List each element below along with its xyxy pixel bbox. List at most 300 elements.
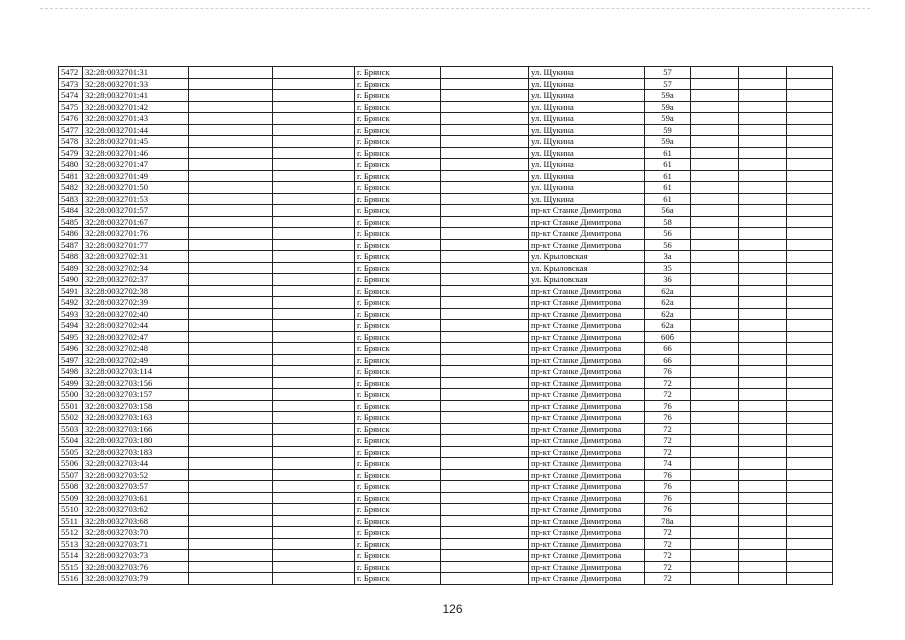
row-number-cell: 5500 [59,389,83,401]
empty-cell [739,354,787,366]
street-cell: пр-кт Станке Димитрова [529,412,645,424]
empty-cell [189,182,273,194]
cadastral-number-cell: 32:28:0032701:76 [83,228,189,240]
table-row [59,182,833,194]
row-number-cell: 5498 [59,366,83,378]
house-number-cell: 76 [645,400,691,412]
empty-cell [691,331,739,343]
empty-cell [189,331,273,343]
empty-cell [739,331,787,343]
row-number-cell: 5491 [59,285,83,297]
empty-cell [273,297,355,309]
table-row [59,136,833,148]
empty-cell [441,113,529,125]
cadastral-number-cell: 32:28:0032702:34 [83,262,189,274]
empty-cell [273,320,355,332]
empty-cell [787,251,833,263]
empty-cell [691,481,739,493]
empty-cell [189,170,273,182]
empty-cell [273,492,355,504]
empty-cell [739,90,787,102]
city-cell: г. Брянск [355,550,441,562]
city-cell: г. Брянск [355,274,441,286]
row-number-cell: 5501 [59,400,83,412]
empty-cell [739,435,787,447]
empty-cell [189,412,273,424]
cadastral-number-cell: 32:28:0032701:53 [83,193,189,205]
house-number-cell: 72 [645,423,691,435]
table-row [59,228,833,240]
empty-cell [273,239,355,251]
empty-cell [189,492,273,504]
empty-cell [189,78,273,90]
empty-cell [787,170,833,182]
empty-cell [189,527,273,539]
row-number-cell: 5512 [59,527,83,539]
row-number-cell: 5505 [59,446,83,458]
cadastral-number-cell: 32:28:0032703:166 [83,423,189,435]
house-number-cell: 72 [645,446,691,458]
empty-cell [189,136,273,148]
empty-cell [273,124,355,136]
cadastral-number-cell: 32:28:0032703:52 [83,469,189,481]
empty-cell [691,205,739,217]
empty-cell [691,113,739,125]
empty-cell [273,262,355,274]
house-number-cell: 59а [645,113,691,125]
row-number-cell: 5510 [59,504,83,516]
empty-cell [691,504,739,516]
row-number-cell: 5514 [59,550,83,562]
empty-cell [787,515,833,527]
empty-cell [273,67,355,79]
empty-cell [273,412,355,424]
house-number-cell: 56 [645,228,691,240]
house-number-cell: 72 [645,377,691,389]
empty-cell [787,412,833,424]
row-number-cell: 5485 [59,216,83,228]
cadastral-number-cell: 32:28:0032703:76 [83,561,189,573]
empty-cell [189,216,273,228]
empty-cell [441,205,529,217]
empty-cell [273,458,355,470]
empty-cell [787,435,833,447]
house-number-cell: 72 [645,538,691,550]
street-cell: пр-кт Станке Димитрова [529,216,645,228]
empty-cell [273,343,355,355]
empty-cell [189,435,273,447]
empty-cell [691,147,739,159]
house-number-cell: 76 [645,366,691,378]
empty-cell [273,400,355,412]
empty-cell [441,285,529,297]
empty-cell [739,412,787,424]
city-cell: г. Брянск [355,182,441,194]
empty-cell [691,251,739,263]
empty-cell [787,193,833,205]
empty-cell [691,435,739,447]
row-number-cell: 5497 [59,354,83,366]
empty-cell [441,377,529,389]
cadastral-number-cell: 32:28:0032701:47 [83,159,189,171]
row-number-cell: 5513 [59,538,83,550]
row-number-cell: 5477 [59,124,83,136]
empty-cell [739,492,787,504]
cadastral-number-cell: 32:28:0032701:77 [83,239,189,251]
street-cell: пр-кт Станке Димитрова [529,458,645,470]
street-cell: ул. Крыловская [529,274,645,286]
cadastral-number-cell: 32:28:0032703:73 [83,550,189,562]
row-number-cell: 5478 [59,136,83,148]
empty-cell [691,389,739,401]
empty-cell [739,124,787,136]
empty-cell [441,67,529,79]
row-number-cell: 5487 [59,239,83,251]
street-cell: пр-кт Станке Димитрова [529,377,645,389]
cadastral-number-cell: 32:28:0032703:180 [83,435,189,447]
house-number-cell: 74 [645,458,691,470]
empty-cell [691,228,739,240]
cadastral-number-cell: 32:28:0032703:157 [83,389,189,401]
empty-cell [691,297,739,309]
city-cell: г. Брянск [355,561,441,573]
table-row [59,412,833,424]
empty-cell [787,136,833,148]
cadastral-number-cell: 32:28:0032701:57 [83,205,189,217]
empty-cell [787,492,833,504]
empty-cell [441,228,529,240]
empty-cell [739,78,787,90]
table-row [59,538,833,550]
empty-cell [441,366,529,378]
empty-cell [189,297,273,309]
empty-cell [739,481,787,493]
table-row [59,331,833,343]
empty-cell [739,205,787,217]
city-cell: г. Брянск [355,435,441,447]
table-row [59,492,833,504]
city-cell: г. Брянск [355,573,441,585]
empty-cell [441,193,529,205]
empty-cell [441,492,529,504]
empty-cell [691,170,739,182]
empty-cell [691,412,739,424]
empty-cell [691,124,739,136]
cadastral-number-cell: 32:28:0032703:44 [83,458,189,470]
row-number-cell: 5509 [59,492,83,504]
street-cell: пр-кт Станке Димитрова [529,481,645,493]
row-number-cell: 5503 [59,423,83,435]
cadastral-number-cell: 32:28:0032703:68 [83,515,189,527]
empty-cell [739,113,787,125]
empty-cell [691,239,739,251]
empty-cell [739,538,787,550]
city-cell: г. Брянск [355,481,441,493]
empty-cell [441,124,529,136]
empty-cell [691,182,739,194]
empty-cell [691,561,739,573]
empty-cell [441,458,529,470]
row-number-cell: 5516 [59,573,83,585]
cadastral-number-cell: 32:28:0032701:67 [83,216,189,228]
empty-cell [441,435,529,447]
house-number-cell: 57 [645,78,691,90]
empty-cell [739,343,787,355]
table-row [59,481,833,493]
table-row [59,193,833,205]
empty-cell [189,101,273,113]
empty-cell [739,251,787,263]
empty-cell [441,561,529,573]
empty-cell [739,561,787,573]
empty-cell [787,297,833,309]
cadastral-number-cell: 32:28:0032701:44 [83,124,189,136]
empty-cell [787,182,833,194]
row-number-cell: 5502 [59,412,83,424]
house-number-cell: 62а [645,297,691,309]
empty-cell [441,136,529,148]
row-number-cell: 5496 [59,343,83,355]
empty-cell [739,297,787,309]
table-row [59,90,833,102]
empty-cell [739,573,787,585]
empty-cell [739,423,787,435]
empty-cell [787,561,833,573]
house-number-cell: 76 [645,492,691,504]
empty-cell [441,389,529,401]
empty-cell [691,550,739,562]
empty-cell [273,435,355,447]
empty-cell [787,308,833,320]
empty-cell [273,377,355,389]
table-row [59,515,833,527]
house-number-cell: 3а [645,251,691,263]
empty-cell [787,78,833,90]
city-cell: г. Брянск [355,67,441,79]
row-number-cell: 5493 [59,308,83,320]
empty-cell [441,423,529,435]
empty-cell [739,527,787,539]
empty-cell [273,285,355,297]
empty-cell [787,320,833,332]
empty-cell [787,481,833,493]
street-cell: пр-кт Станке Димитрова [529,297,645,309]
empty-cell [273,216,355,228]
empty-cell [441,331,529,343]
empty-cell [739,285,787,297]
empty-cell [787,377,833,389]
empty-cell [739,228,787,240]
table-row [59,239,833,251]
empty-cell [739,136,787,148]
house-number-cell: 59а [645,136,691,148]
table-row [59,67,833,79]
cadastral-number-cell: 32:28:0032703:183 [83,446,189,458]
street-cell: ул. Щукина [529,136,645,148]
empty-cell [273,113,355,125]
empty-cell [273,147,355,159]
street-cell: пр-кт Станке Димитрова [529,561,645,573]
empty-cell [787,205,833,217]
empty-cell [189,366,273,378]
empty-cell [691,354,739,366]
page-number: 126 [442,602,463,616]
house-number-cell: 56а [645,205,691,217]
empty-cell [189,515,273,527]
empty-cell [691,262,739,274]
table-row [59,113,833,125]
empty-cell [739,170,787,182]
empty-cell [273,469,355,481]
street-cell: ул. Щукина [529,90,645,102]
house-number-cell: 72 [645,573,691,585]
row-number-cell: 5508 [59,481,83,493]
empty-cell [273,481,355,493]
row-number-cell: 5494 [59,320,83,332]
street-cell: пр-кт Станке Димитрова [529,504,645,516]
table-row [59,216,833,228]
cadastral-number-cell: 32:28:0032703:62 [83,504,189,516]
empty-cell [739,101,787,113]
city-cell: г. Брянск [355,354,441,366]
empty-cell [739,446,787,458]
empty-cell [787,124,833,136]
empty-cell [441,308,529,320]
empty-cell [273,331,355,343]
row-number-cell: 5495 [59,331,83,343]
empty-cell [189,67,273,79]
house-number-cell: 62а [645,320,691,332]
cadastral-number-cell: 32:28:0032701:43 [83,113,189,125]
empty-cell [273,389,355,401]
empty-cell [787,423,833,435]
street-cell: пр-кт Станке Димитрова [529,366,645,378]
empty-cell [189,205,273,217]
street-cell: пр-кт Станке Димитрова [529,308,645,320]
street-cell: ул. Крыловская [529,262,645,274]
empty-cell [787,527,833,539]
cadastral-number-cell: 32:28:0032703:71 [83,538,189,550]
empty-cell [441,216,529,228]
house-number-cell: 61 [645,193,691,205]
empty-cell [273,205,355,217]
empty-cell [691,343,739,355]
city-cell: г. Брянск [355,159,441,171]
table-row [59,320,833,332]
empty-cell [189,354,273,366]
empty-cell [441,159,529,171]
empty-cell [441,251,529,263]
city-cell: г. Брянск [355,170,441,182]
empty-cell [787,101,833,113]
empty-cell [273,90,355,102]
empty-cell [739,262,787,274]
empty-cell [189,274,273,286]
table-row [59,308,833,320]
house-number-cell: 66 [645,354,691,366]
house-number-cell: 78а [645,515,691,527]
street-cell: ул. Щукина [529,67,645,79]
house-number-cell: 56 [645,239,691,251]
empty-cell [441,262,529,274]
empty-cell [441,504,529,516]
row-number-cell: 5499 [59,377,83,389]
table-row [59,262,833,274]
cadastral-number-cell: 32:28:0032703:57 [83,481,189,493]
empty-cell [189,446,273,458]
street-cell: пр-кт Станке Димитрова [529,343,645,355]
table-row [59,377,833,389]
cadastral-number-cell: 32:28:0032702:44 [83,320,189,332]
empty-cell [189,458,273,470]
street-cell: пр-кт Станке Димитрова [529,492,645,504]
cadastral-number-cell: 32:28:0032703:158 [83,400,189,412]
empty-cell [441,320,529,332]
empty-cell [441,182,529,194]
city-cell: г. Брянск [355,193,441,205]
cadastral-number-cell: 32:28:0032703:61 [83,492,189,504]
empty-cell [441,412,529,424]
empty-cell [189,573,273,585]
street-cell: ул. Щукина [529,78,645,90]
empty-cell [739,193,787,205]
table-row [59,423,833,435]
empty-cell [273,308,355,320]
street-cell: пр-кт Станке Димитрова [529,228,645,240]
city-cell: г. Брянск [355,412,441,424]
empty-cell [739,400,787,412]
row-number-cell: 5506 [59,458,83,470]
empty-cell [189,262,273,274]
empty-cell [739,550,787,562]
cadastral-number-cell: 32:28:0032702:47 [83,331,189,343]
cadastral-number-cell: 32:28:0032701:45 [83,136,189,148]
table-row [59,458,833,470]
empty-cell [441,550,529,562]
city-cell: г. Брянск [355,147,441,159]
cadastral-number-cell: 32:28:0032702:39 [83,297,189,309]
table-row [59,147,833,159]
city-cell: г. Брянск [355,469,441,481]
house-number-cell: 76 [645,504,691,516]
city-cell: г. Брянск [355,205,441,217]
table-row [59,170,833,182]
street-cell: ул. Щукина [529,159,645,171]
row-number-cell: 5479 [59,147,83,159]
empty-cell [273,182,355,194]
empty-cell [189,469,273,481]
empty-cell [787,343,833,355]
empty-cell [273,538,355,550]
empty-cell [787,458,833,470]
city-cell: г. Брянск [355,136,441,148]
table-row [59,550,833,562]
city-cell: г. Брянск [355,124,441,136]
empty-cell [189,239,273,251]
empty-cell [441,515,529,527]
empty-cell [441,538,529,550]
empty-cell [787,90,833,102]
empty-cell [273,366,355,378]
empty-cell [441,90,529,102]
empty-cell [691,527,739,539]
row-number-cell: 5483 [59,193,83,205]
city-cell: г. Брянск [355,113,441,125]
street-cell: пр-кт Станке Димитрова [529,400,645,412]
empty-cell [441,274,529,286]
city-cell: г. Брянск [355,101,441,113]
empty-cell [739,159,787,171]
